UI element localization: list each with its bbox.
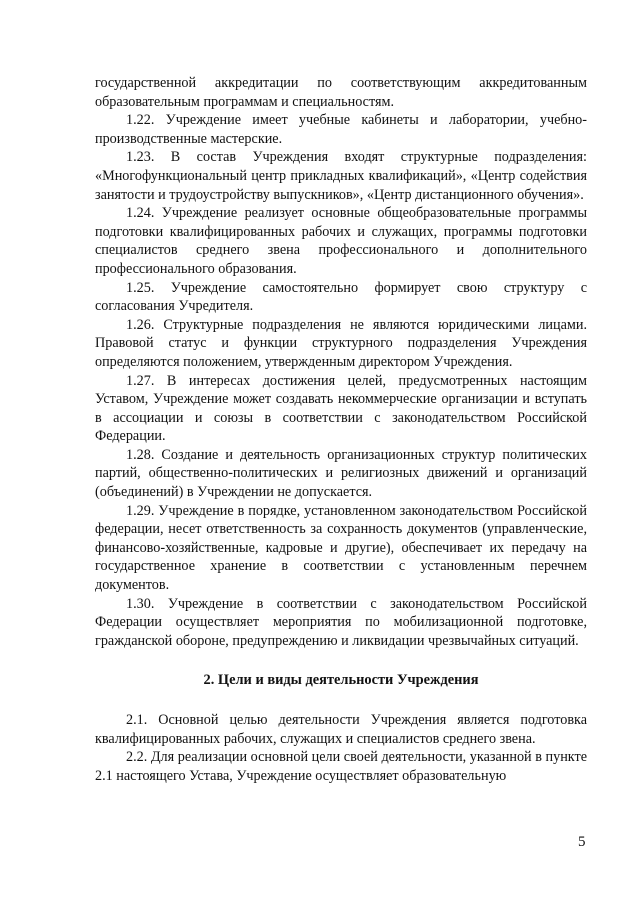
paragraph-2-1: 2.1. Основной целью деятельности Учреждения является подготовка квалифицированных рабочих, служащих и специалистов среднего звена.	[95, 712, 587, 747]
page-number: 5	[578, 834, 586, 850]
section-heading: 2. Цели и виды деятельности Учреждения	[203, 672, 479, 689]
document-page	[95, 74, 587, 785]
paragraph-1-25: 1.25. Учреждение самостоятельно формирует свою структуру с согласования Учредителя.	[95, 279, 587, 315]
paragraph-1-22: 1.22. Учреждение имеет учебные кабинеты и лаборатории, учебно-производственные мастерские.	[95, 112, 587, 147]
paragraph-1-29: 1.29. Учреждение в порядке, установленном законодательством Российской федерации, несет ответственность за сохранность документов (управленческие, финансово-хозяйственные, кадровые и другие), обеспечивает их передачу на государственное хранение в соответствии с установленным перечнем документов.	[95, 502, 587, 594]
paragraph-accreditation-continuation: государственной аккредитации по соответствующим аккредитованным образовательным программам и специальностям.	[95, 75, 587, 110]
paragraph-2-2: 2.2. Для реализации основной цели своей деятельности, указанной в пункте 2.1 настоящего Устава, Учреждение осуществляет образовательную	[95, 749, 587, 784]
paragraph-1-28: 1.28. Создание и деятельность организационных структур политических партий, общественно-политических и религиозных движений и организаций (объединений) в Учреждении не допускается.	[95, 446, 587, 501]
paragraph-1-27: 1.27. В интересах достижения целей, предусмотренных настоящим Уставом, Учреждение может создавать некоммерческие организации и вступать в ассоциации и союзы в соответствии с законодательством Российской Федерации.	[95, 372, 587, 445]
paragraph-1-23: 1.23. В состав Учреждения входят структурные подразделения: «Многофункциональный центр прикладных квалификаций», «Центр содействия занятости и трудоустройству выпускников», «Центр дистанционного обучения».	[95, 149, 587, 203]
paragraph-1-26: 1.26. Структурные подразделения не являются юридическими лицами. Правовой статус и функции структурного подразделения Учреждения определяются положением, утвержденным директором Учреждения.	[95, 316, 587, 370]
paragraph-1-30: 1.30. Учреждение в соответствии с законодательством Российской Федерации осуществляет мероприятия по мобилизационной подготовке, гражданской обороне, предупреждению и ликвидации чрезвычайных ситуаций.	[95, 595, 587, 649]
paragraph-1-24: 1.24. Учреждение реализует основные общеобразовательные программы подготовки квалифицированных рабочих и служащих, программы подготовки специалистов среднего звена профессионального и дополнительного профессионального образования.	[95, 205, 587, 277]
